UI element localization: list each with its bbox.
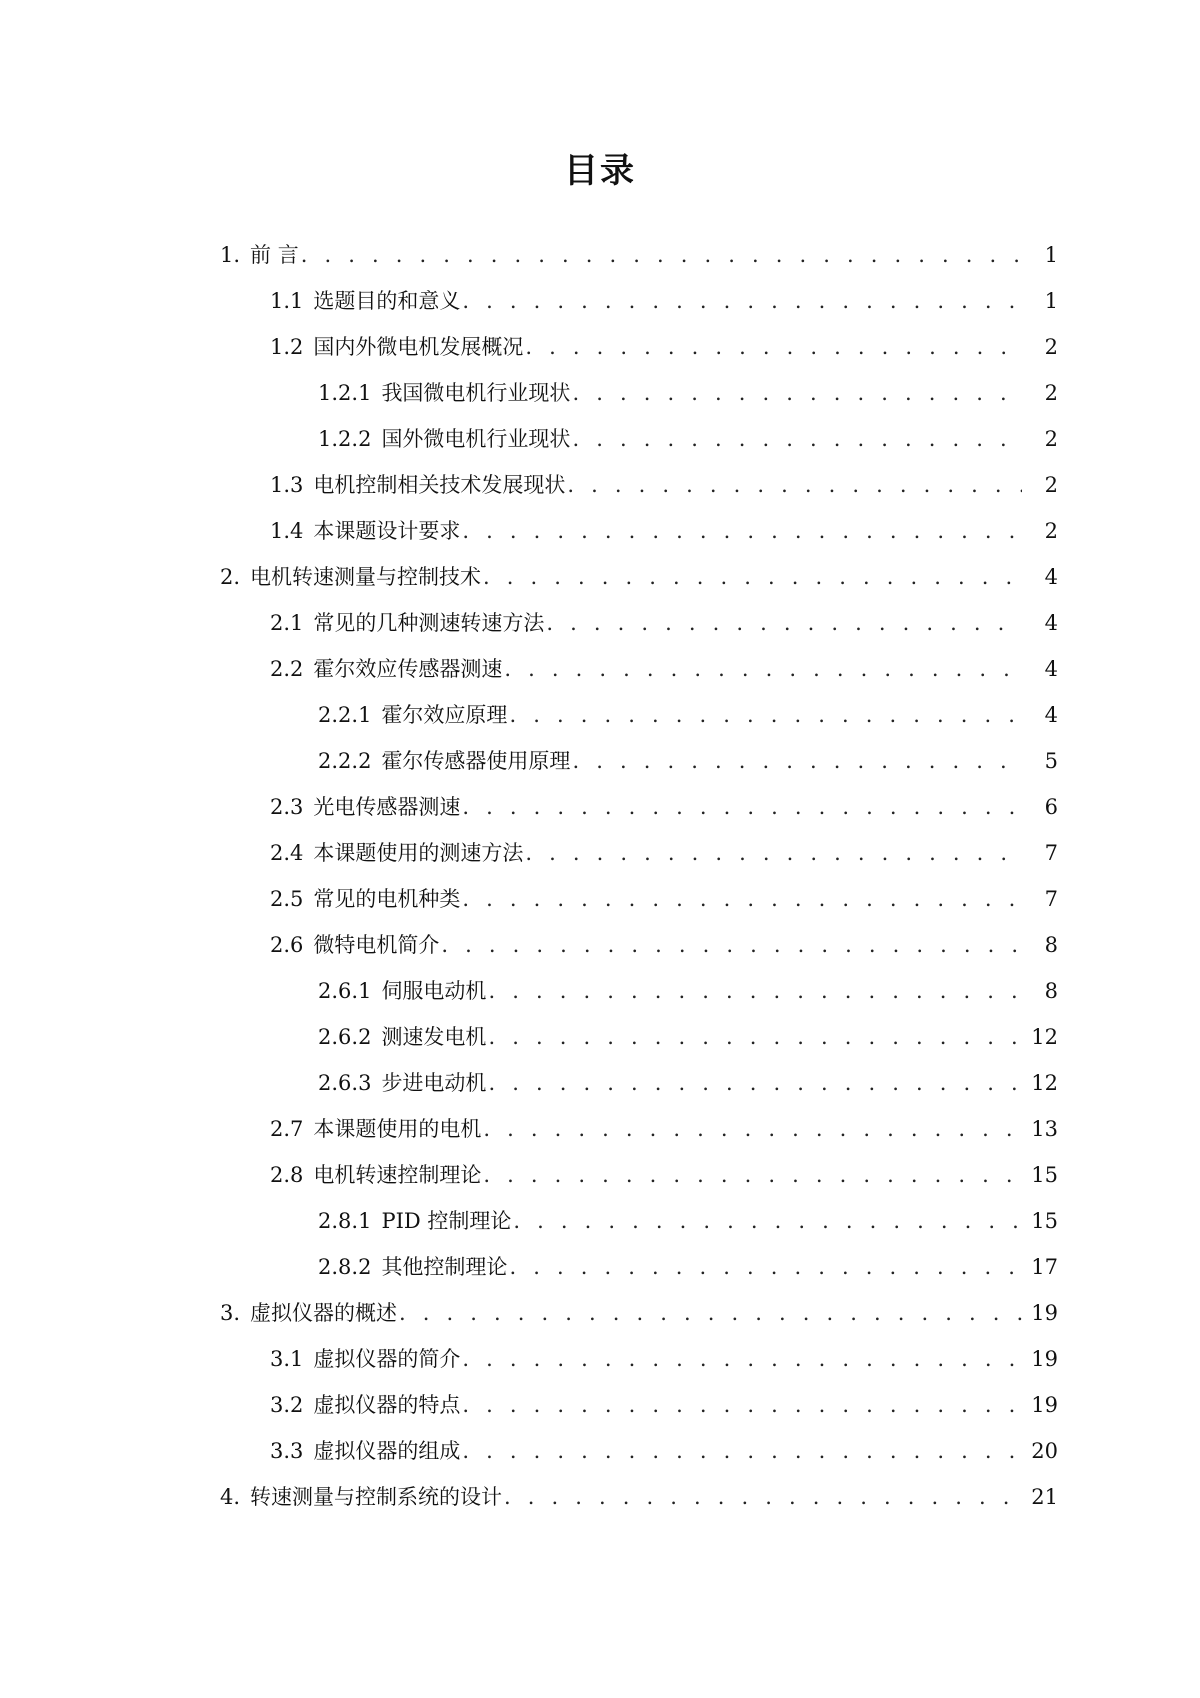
toc-entry-number: 2.3: [270, 795, 304, 819]
toc-entry-page: 7: [1044, 887, 1058, 911]
toc-entry-number: 1.1: [270, 289, 304, 313]
toc-entry-page: 7: [1044, 841, 1058, 865]
toc-leader-dots: [504, 1481, 1022, 1513]
toc-entry[interactable]: [270, 285, 1058, 317]
toc-entry-number: 2.: [220, 565, 241, 589]
toc-entry-page: 1: [1044, 289, 1058, 313]
toc-entry-number: 1.2.2: [318, 427, 372, 451]
toc-entry-number: 2.6.3: [318, 1071, 372, 1095]
toc-leader-dots: [567, 469, 1022, 501]
toc-entry[interactable]: [318, 1021, 1058, 1053]
toc-entry-title: 霍尔效应传感器测速: [313, 657, 503, 681]
toc-entry[interactable]: [270, 469, 1058, 501]
toc-entry[interactable]: [220, 1481, 1058, 1513]
toc-entry-title: 常见的几种测速转速方法: [313, 611, 545, 635]
toc-entry-number: 3.3: [270, 1439, 304, 1463]
toc-leader-dots: [301, 239, 1022, 271]
toc-entry[interactable]: [318, 1205, 1058, 1237]
toc-leader-dots: [525, 331, 1022, 363]
toc-entry[interactable]: [270, 607, 1058, 639]
toc-leader-dots: [513, 1205, 1022, 1237]
toc-entry-title: 光电传感器测速: [313, 795, 461, 819]
toc-entry-title: 本课题使用的测速方法: [313, 841, 524, 865]
toc-leader-dots: [483, 1159, 1022, 1191]
toc-entry-number: 1.: [220, 243, 241, 267]
toc-leader-dots: [488, 975, 1022, 1007]
toc-entry-page: 4: [1044, 565, 1058, 589]
toc-entry[interactable]: [270, 1389, 1058, 1421]
toc-entry-page: 2: [1044, 381, 1058, 405]
toc-leader-dots: [462, 285, 1022, 317]
toc-entry-title: 选题目的和意义: [313, 289, 461, 313]
toc-entry[interactable]: [270, 1159, 1058, 1191]
toc-entry-number: 2.8: [270, 1163, 304, 1187]
toc-entry-title: 常见的电机种类: [313, 887, 461, 911]
toc-leader-dots: [509, 699, 1022, 731]
toc-entry-title: 国外微电机行业现状: [381, 427, 571, 451]
toc-leader-dots: [462, 791, 1022, 823]
toc-entry-number: 1.2: [270, 335, 304, 359]
toc-entry-title: 霍尔效应原理: [381, 703, 508, 727]
toc-entry-number: 2.6.1: [318, 979, 372, 1003]
toc-leader-dots: [488, 1067, 1022, 1099]
toc-entry-number: 2.2: [270, 657, 304, 681]
toc-entry-page: 17: [1031, 1255, 1058, 1279]
toc-entry-page: 8: [1044, 933, 1058, 957]
toc-entry-page: 19: [1031, 1347, 1058, 1371]
toc-entry-title: 本课题使用的电机: [313, 1117, 482, 1141]
toc-entry-number: 3.2: [270, 1393, 304, 1417]
toc-entry-page: 2: [1044, 427, 1058, 451]
toc-leader-dots: [399, 1297, 1022, 1329]
toc-entry[interactable]: [270, 515, 1058, 547]
toc-entry[interactable]: [220, 1297, 1058, 1329]
toc-entry-page: 13: [1031, 1117, 1058, 1141]
toc-entry-number: 1.4: [270, 519, 304, 543]
toc-entry-title: 霍尔传感器使用原理: [381, 749, 571, 773]
toc-leader-dots: [462, 883, 1022, 915]
toc-entry-title: 虚拟仪器的特点: [313, 1393, 461, 1417]
toc-entry[interactable]: [318, 423, 1058, 455]
toc-entry-number: 2.2.1: [318, 703, 372, 727]
toc-entry-page: 4: [1044, 611, 1058, 635]
toc-entry-number: 2.1: [270, 611, 304, 635]
toc-entry-title: 电机转速测量与控制技术: [250, 565, 482, 589]
toc-title: 目录: [564, 151, 636, 191]
toc-entry-number: 3.1: [270, 1347, 304, 1371]
toc-leader-dots: [462, 515, 1022, 547]
toc-entry-page: 12: [1031, 1071, 1058, 1095]
toc-entry-title: 虚拟仪器的组成: [313, 1439, 461, 1463]
toc-entry[interactable]: [270, 1435, 1058, 1467]
toc-entry-page: 19: [1031, 1301, 1058, 1325]
toc-entry-page: 6: [1044, 795, 1058, 819]
toc-entry-page: 5: [1044, 749, 1058, 773]
toc-entry-number: 2.5: [270, 887, 304, 911]
toc-entry-number: 2.8.1: [318, 1209, 372, 1233]
toc-entry-number: 2.4: [270, 841, 304, 865]
toc-entry[interactable]: [220, 561, 1058, 593]
toc-leader-dots: [483, 1113, 1022, 1145]
toc-entry[interactable]: [318, 745, 1058, 777]
toc-entry[interactable]: [270, 929, 1058, 961]
toc-entry-number: 1.3: [270, 473, 304, 497]
toc-leader-dots: [441, 929, 1022, 961]
toc-entry-title: 电机转速控制理论: [313, 1163, 482, 1187]
toc-entry[interactable]: [270, 791, 1058, 823]
toc-entry[interactable]: [270, 331, 1058, 363]
toc-leader-dots: [546, 607, 1022, 639]
toc-entry-number: 4.: [220, 1485, 241, 1509]
toc-entry[interactable]: [270, 1113, 1058, 1145]
toc-entry-page: 12: [1031, 1025, 1058, 1049]
toc-entry-title: 转速测量与控制系统的设计: [250, 1485, 503, 1509]
toc-entry-page: 2: [1044, 335, 1058, 359]
toc-leader-dots: [509, 1251, 1022, 1283]
toc-entry-page: 4: [1044, 657, 1058, 681]
toc-entry[interactable]: [318, 1251, 1058, 1283]
toc-leader-dots: [572, 377, 1022, 409]
toc-entry-title: 伺服电动机: [381, 979, 487, 1003]
toc-entry-number: 2.6.2: [318, 1025, 372, 1049]
toc-leader-dots: [525, 837, 1022, 869]
toc-entry-number: 2.2.2: [318, 749, 372, 773]
toc-entry-page: 15: [1031, 1163, 1058, 1187]
toc-entry-number: 1.2.1: [318, 381, 372, 405]
toc-entry-title: 微特电机简介: [313, 933, 440, 957]
toc-entry-page: 21: [1031, 1485, 1058, 1509]
toc-leader-dots: [462, 1435, 1022, 1467]
toc-entry[interactable]: [318, 1067, 1058, 1099]
toc-entry-title: 虚拟仪器的概述: [250, 1301, 398, 1325]
toc-leader-dots: [504, 653, 1022, 685]
toc-leader-dots: [462, 1389, 1022, 1421]
toc-entry[interactable]: [318, 975, 1058, 1007]
toc-entry-page: 1: [1044, 243, 1058, 267]
toc-entry-page: 2: [1044, 473, 1058, 497]
toc-entry-title: 其他控制理论: [381, 1255, 508, 1279]
toc-entry[interactable]: [270, 653, 1058, 685]
toc-entry-page: 2: [1044, 519, 1058, 543]
toc-entry-title: 虚拟仪器的简介: [313, 1347, 461, 1371]
toc-entry-title: 前 言: [250, 243, 299, 267]
toc-entry-number: 2.8.2: [318, 1255, 372, 1279]
toc-entry-page: 8: [1044, 979, 1058, 1003]
toc-entry[interactable]: [220, 239, 1058, 271]
toc-entry[interactable]: [270, 837, 1058, 869]
toc-entry-title: 电机控制相关技术发展现状: [313, 473, 566, 497]
toc-entry-page: 20: [1031, 1439, 1058, 1463]
toc-entry[interactable]: [270, 883, 1058, 915]
toc-entry-title: 我国微电机行业现状: [381, 381, 571, 405]
toc-leader-dots: [462, 1343, 1022, 1375]
toc-entry-number: 3.: [220, 1301, 241, 1325]
toc-leader-dots: [572, 745, 1022, 777]
toc-entry-page: 19: [1031, 1393, 1058, 1417]
toc-entry[interactable]: [318, 699, 1058, 731]
toc-entry-page: 4: [1044, 703, 1058, 727]
toc-entry-title: 测速发电机: [381, 1025, 487, 1049]
toc-entry-title: PID 控制理论: [381, 1209, 512, 1233]
toc-entry-title: 国内外微电机发展概况: [313, 335, 524, 359]
toc-leader-dots: [488, 1021, 1022, 1053]
toc-entry-number: 2.7: [270, 1117, 304, 1141]
toc-entry-number: 2.6: [270, 933, 304, 957]
toc-entry[interactable]: [318, 377, 1058, 409]
toc-leader-dots: [483, 561, 1022, 593]
toc-entry-title: 本课题设计要求: [313, 519, 461, 543]
toc-leader-dots: [572, 423, 1022, 455]
toc-entry-page: 15: [1031, 1209, 1058, 1233]
toc-entry[interactable]: [270, 1343, 1058, 1375]
toc-entry-title: 步进电动机: [381, 1071, 487, 1095]
